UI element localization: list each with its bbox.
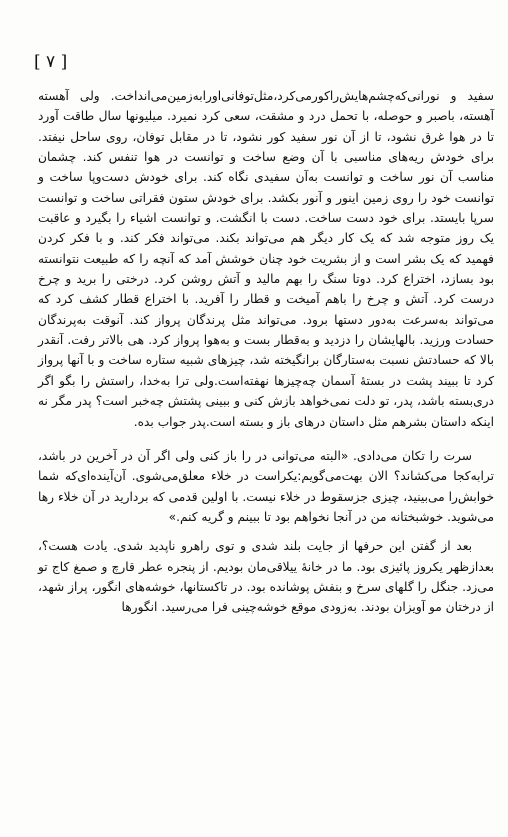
page-number: [ ۷ ] <box>34 52 68 72</box>
body-text <box>38 86 494 618</box>
paragraph-1: سفید و نورانی‌که‌چشم‌هایش‌راکورمی‌کرد،مثل‌توفانی‌او‌را‌به‌زمین‌می‌انداخت. ولی آهسته آهسته، باصبر و حوصله، با تحمل درد و مشقت، سعی کرد نمیرد. میلیونها سال طاقت آورد تا در هوا غرق نشود، تا از آن نور سفید کور نشود، تا در مقابل توفان، روی ساحل نیفتد. برای خودش ریه‌های مناسبی با آن وضع ساخت و توانست در هوا تنفس کند. چشمان مناسب آن نور ساخت و توانست به‌آن سفیدی نگاه کند. برای خودش دست‌وپا ساخت و توانست خود را روی زمین اینور و آنور بکشد. برای خودش ستون فقراتی ساخت و توانست سرپا بایستد. برای خود دست ساخت. دست با انگشت. و توانست اشیاء را بگیرد و عاقبت یک روز متوجه شد که یک کار دیگر هم می‌تواند بکند. می‌تواند فکر کند. و با فکر کردن فهمید که یک بشر است و از بشریت خود چنان خوشش آمد که آنچه را که طبیعت نتوانسته بود بسازد، اختراع کرد. دوتا سنگ را بهم مالید و آتش روشن کرد. درختی را برید و چرخ درست کرد. آتش و چرخ را باهم آمیخت و قطار را آفرید. با اختراع قطار کشف کرد که می‌تواند به‌سرعت به‌دور دستها برود. می‌تواند مثل پرندگان پرواز کند. آنوقت به‌پرندگان حسادت ورزید. بالهایشان را دزدید و به‌قطار بست و به‌هوا پرواز کرد. هی بالاتر رفت. آنقدر بالا که حسادتش نسبت به‌ستارگان برانگیخته شد، چیزهای شبیه ستاره ساخت و با آنها پرواز کرد تا ببیند پشت در بستهٔ آسمان چه‌چیزها نهفته‌است.ولی ترا به‌خدا، راستش را بگو اگر در‌ی‌بسته باشد، پدر، تو دلت نمی‌خواهد بازش کنی و ببینی پشتش چه‌خبر است؟ پدر مگر نه اینکه داستان بشر‌هم مثل داستان درهای باز و بسته است.پدر جواب بده. <box>38 89 494 429</box>
paragraph-3: بعد از گفتن این حرفها از جایت بلند شدی و توی راهرو ناپدید شدی. یادت هست؟، بعدازظهر یکروز پائیزی بود. ما در خانهٔ ییلاقی‌مان بودیم. از پنجره عطر قارچ و صمغ کاج تو می‌زد. جنگل را گلهای سرخ و بنفش پوشانده بود. در تاکستانها، خوشه‌های انگور، پراز شهد، از درختان مو آویزان بودند. به‌زودی موقع خوشه‌چینی فرا می‌رسید. انگورها <box>38 539 494 615</box>
paragraph-2: سرت را تکان می‌دادی. «البته می‌توانی در را باز کنی ولی اگر آن در آخرین در باشد، ترا‌به‌کجا می‌کشاند؟ الان بهت‌می‌گویم:یکراست در خلاء معلق‌می‌شوی. آن‌آینده‌ای‌که شما خوابش‌را می‌بینید، چیزی جزسقوط در خلاء نیست. با اولین قدمی که بردارید در آن خلاء رها می‌شوید. خوشبختانه من در آنجا نخواهم بود تا ببینم و گریه کنم.» <box>38 448 494 524</box>
